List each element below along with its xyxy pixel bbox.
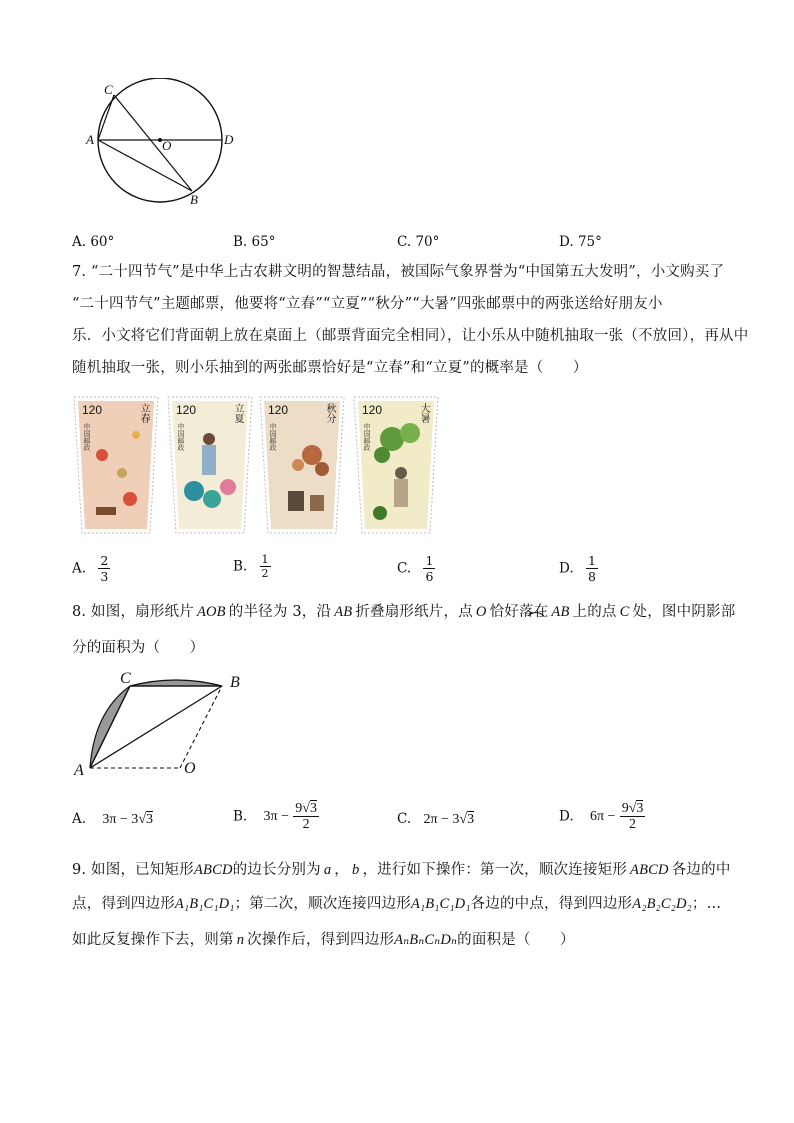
q8-option-c-expr: 2π − 3: [423, 812, 460, 827]
q8-option-d-root: 3: [636, 801, 644, 816]
q8-option-c-sqrt-sign: √: [459, 812, 468, 827]
q7-option-b-denominator: 2: [261, 567, 269, 580]
stamp-dashu-country: 中国邮政: [363, 423, 371, 451]
stamp-qiufen-country: 中国邮政: [269, 423, 277, 451]
q8-option-a-letter: A.: [72, 811, 87, 827]
q8-line1-h: AB: [551, 604, 570, 620]
q9-line1-i: 各边的中: [671, 862, 731, 878]
q6-option-a-value: 60°: [90, 234, 115, 250]
q9-line1-b: ABCD: [193, 862, 233, 878]
q6-option-a-letter: A.: [72, 234, 87, 250]
q9-line2-d: A₁B₁C₁D₁: [410, 896, 471, 912]
q8-option-b-fraction: [293, 801, 319, 832]
stamp-lichun-value: 120: [82, 403, 103, 417]
q9-line-3: [72, 930, 575, 950]
q7-option-b-letter: B.: [233, 558, 248, 575]
q9-line3-c: 次操作后，得到四边形: [247, 932, 395, 948]
q6-option-b: [233, 234, 275, 250]
q7-line-4: 随机抽取一张，则小乐抽到的两张邮票恰好是“立春”和“立夏”的概率是（ ）: [72, 360, 588, 376]
q8-option-b: [233, 801, 319, 832]
q7-option-b: [233, 553, 271, 580]
q9-line2-b: A₁B₁C₁D₁: [174, 896, 235, 912]
chord-ac: [98, 95, 114, 140]
q6-figure: [80, 78, 250, 210]
q8-line1-c: 的半径为 3，沿: [228, 604, 332, 620]
q7-option-b-fraction: [260, 553, 271, 580]
q7-line-3: 乐．小文将它们背面朝上放在桌面上（邮票背面完全相同），让小乐从中随机抽取一张（不放回），再从中: [72, 328, 749, 344]
q8-option-a: [72, 811, 153, 828]
q9-line3-a: 如此反复操作下去，则第: [72, 932, 234, 948]
q8-option-d-fraction: [620, 801, 646, 832]
q6-option-b-value: 65°: [251, 234, 276, 250]
q9-line1-h: ABCD: [630, 862, 669, 878]
q8-line1-b: AOB: [196, 604, 226, 620]
q7-option-a: [72, 553, 110, 584]
label-b: B: [190, 192, 198, 207]
label-a: A: [86, 132, 94, 147]
stamp-dashu-name: 大暑: [418, 403, 429, 423]
q8-option-c-root: 3: [467, 812, 475, 827]
label-b: B: [230, 674, 240, 691]
q8-arc-mark: [527, 602, 545, 608]
label-c: C: [104, 82, 113, 97]
q8-option-b-letter: B.: [233, 808, 248, 825]
chord-cb: [114, 95, 192, 191]
q7-option-a-fraction: [98, 553, 110, 584]
q7-option-d-denominator: 8: [587, 569, 596, 584]
q9-line-2: [72, 894, 721, 914]
q7-option-b-numerator: 1: [261, 553, 269, 566]
q8-option-b-lead: 3π −: [263, 808, 289, 824]
q7-option-d: [559, 553, 598, 584]
q9-line2-g: ；…: [691, 896, 722, 912]
q7-option-c-denominator: 6: [425, 569, 434, 584]
q9-line1-d: a: [323, 862, 332, 878]
q7-option-a-numerator: 2: [100, 553, 109, 568]
q8-option-b-root: 3: [309, 801, 317, 816]
q7-option-c-numerator: 1: [425, 553, 434, 568]
q8-option-b-denominator: 2: [302, 817, 310, 832]
q8-option-d-lead: 6π −: [589, 808, 616, 824]
q8-option-d-coef: 9: [621, 801, 629, 816]
label-o: O: [162, 138, 172, 153]
label-c: C: [120, 670, 131, 687]
q8-line1-j: C: [619, 604, 630, 620]
q6-option-c-letter: C.: [397, 234, 412, 250]
label-o: O: [184, 760, 196, 777]
q9-line1-g: ，进行如下操作：第一次，顺次连接矩形: [362, 862, 628, 878]
q8-line1-k: 处，图中阴影部: [632, 604, 736, 620]
q7-option-c-fraction: [423, 553, 435, 584]
q8-line-2: 分的面积为（ ）: [72, 640, 205, 656]
q6-option-d: [559, 234, 602, 250]
q6-option-a: [72, 234, 114, 250]
stamps-row: [72, 395, 442, 535]
q9-line1-f: b: [351, 862, 360, 878]
q8-option-a-expr: 3π − 3: [102, 812, 139, 827]
q7-line-1: 7. “二十四节气”是中华上古农耕文明的智慧结晶，被国际气象界誉为“中国第五大发明”，小文购买了: [72, 264, 725, 280]
stamp-dashu-value: 120: [362, 403, 383, 417]
q8-line1-f: O: [475, 604, 487, 620]
q8-line1-e: 折叠扇形纸片，点: [355, 604, 473, 620]
q8-option-b-numerator: 9√3: [295, 801, 317, 816]
q8-line1-d: AB: [334, 604, 353, 620]
stamp-dashu: [352, 395, 440, 535]
q7-option-a-denominator: 3: [100, 569, 109, 584]
q9-line3-e: 的面积是（ ）: [457, 932, 575, 948]
sector-diagram: [72, 672, 252, 784]
q6-option-c: [397, 234, 439, 250]
q7-option-c: [397, 553, 435, 584]
stamp-lixia-country: 中国邮政: [177, 423, 185, 451]
stamp-lixia-value: 120: [176, 403, 197, 417]
shaded-segment-cb: [130, 680, 222, 686]
stamp-qiufen: [258, 395, 346, 535]
q8-line1-g: 恰好落在: [489, 604, 549, 620]
q9-line2-a: 点，得到四边形: [72, 896, 175, 912]
stamp-lichun: [72, 395, 160, 535]
q8-option-d-letter: D.: [559, 808, 574, 825]
q9-line1-a: 9. 如图，已知矩形: [72, 862, 194, 878]
q6-option-d-letter: D.: [559, 234, 574, 250]
q8-option-b-coef: 9: [295, 801, 303, 816]
q8-line1-a: 8. 如图，扇形纸片: [72, 604, 194, 620]
q8-option-c: [397, 811, 474, 828]
q7-option-d-numerator: 1: [587, 553, 596, 568]
q7-option-a-letter: A.: [72, 560, 87, 577]
label-d: D: [224, 132, 234, 147]
q9-line1-c: 的边长分别为: [232, 862, 321, 878]
q7-line-2: “二十四节气”主题邮票，他要将“立春”“立夏”“秋分”“大暑”四张邮票中的两张送给好朋友小: [72, 296, 663, 312]
q8-option-a-root: 3: [146, 812, 153, 827]
q6-option-c-value: 70°: [415, 234, 440, 250]
stamp-qiufen-name: 秋分: [324, 403, 335, 423]
stamp-lichun-country: 中国邮政: [83, 423, 91, 451]
label-a: A: [74, 762, 84, 779]
q8-option-d: [559, 801, 645, 832]
q9-line2-c: ；第二次，顺次连接四边形: [234, 896, 411, 912]
q9-line2-f: A₂B₂C₂D₂: [632, 896, 692, 912]
q8-option-d-numerator: 9√3: [621, 801, 644, 816]
q9-line3-d: AₙBₙCₙDₙ: [394, 932, 458, 948]
stamp-lixia: [166, 395, 254, 535]
q8-line-1: [72, 602, 735, 622]
q9-line2-e: 各边的中点，得到四边形: [470, 896, 633, 912]
q7-option-d-fraction: [586, 553, 598, 584]
q8-figure: [72, 672, 252, 784]
stamp-lixia-name: 立夏: [232, 403, 243, 423]
q7-option-d-letter: D.: [559, 560, 574, 577]
stamp-qiufen-value: 120: [268, 403, 289, 417]
stamp-lichun-name: 立春: [138, 403, 149, 423]
q8-option-a-sqrt-sign: √: [138, 812, 146, 827]
q9-line-1: [72, 860, 731, 880]
q7-option-c-letter: C.: [397, 560, 412, 577]
q9-line1-e: ，: [334, 862, 349, 878]
q6-option-b-letter: B.: [233, 234, 248, 250]
q8-option-c-letter: C.: [397, 811, 412, 827]
chord-ab: [98, 140, 192, 191]
q8-line1-i: 上的点: [572, 604, 617, 620]
q8-option-d-denominator: 2: [629, 817, 637, 832]
q6-option-d-value: 75°: [577, 234, 602, 250]
q9-line3-b: n: [236, 932, 245, 948]
